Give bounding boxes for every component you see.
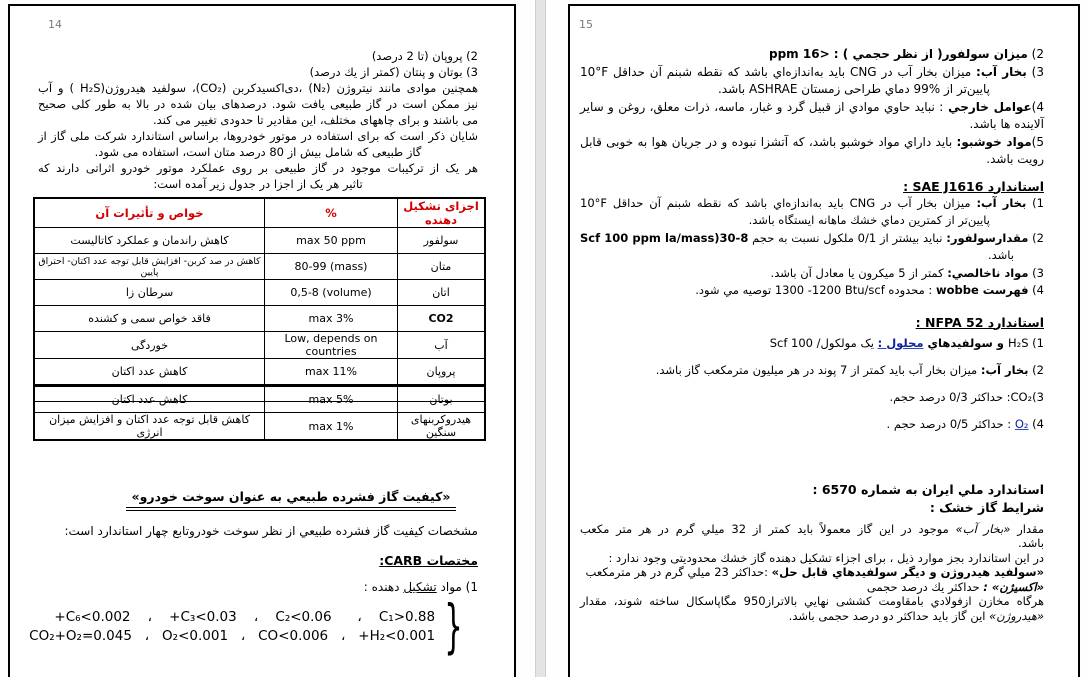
text-segment: بخار آب: <box>976 64 1027 79</box>
table-header-cell: خواص و تأثیرات آن <box>34 198 265 228</box>
iran-standard-heading: استاندارد ملي ایران به شماره 6570 : <box>812 481 1044 497</box>
table-row <box>34 254 485 280</box>
text-segment: Scf 100 <box>769 335 813 350</box>
page-15 <box>568 4 1080 677</box>
intro-paragraph <box>38 48 478 192</box>
text-line <box>580 565 1044 580</box>
formula-line-1: +C₆<0.002 ، +C₃<0.03 ، C₂<0.06 ، C₁>0.88 <box>54 609 436 626</box>
text-segment: محلول : <box>877 335 924 350</box>
table-row <box>34 306 485 332</box>
table-cell: max 1% <box>265 413 398 441</box>
text-segment: نیز ممکن است در گاز طبیعی یافت شود. درصدهای بیان شده در بالا به طور کلی صحیح <box>38 97 478 111</box>
text-segment: مقدار <box>1010 521 1045 536</box>
text-segment: دهنده : <box>363 580 404 594</box>
text-line <box>580 64 1044 82</box>
table-cell: max 50 ppm <box>265 228 398 254</box>
text-segment: میزان بخار آب در CNG باید به‌اندازه‌اي باشد که نقطه شبنم آن حداقل <box>608 64 977 79</box>
table-row <box>34 332 485 359</box>
quality-text: مشخصات کیفیت گاز فشرده طبیعي از نظر سوخت خودروتابع چهار استاندارد است: <box>64 524 478 538</box>
text-segment: تشکیل <box>403 580 437 594</box>
table-cell: Low, depends on countries <box>265 332 398 359</box>
text-segment: رویت باشد. <box>986 152 1044 166</box>
carb-formula-block <box>29 592 472 660</box>
text-segment: 10°F <box>580 64 609 79</box>
text-segment: باید داراي مواد خوشبو باشد، که آتشزا نبوده و در جریان هوا به خوبی قابل <box>580 134 957 149</box>
table-cell: متان <box>398 254 486 280</box>
text-line <box>580 134 1044 152</box>
text-line <box>580 580 1044 595</box>
table-header-cell: اجزای تشکیل دهنده <box>398 198 486 228</box>
text-segment: 2) <box>1028 230 1044 245</box>
text-segment: بخار آب: <box>980 362 1029 377</box>
text-segment: 4) <box>1028 416 1044 431</box>
text-line <box>38 128 478 144</box>
text-segment: : محدوده <box>884 283 936 297</box>
table-cell: سرطان زا <box>34 280 265 306</box>
text-segment: : حداکثر 0/5 درصد حجم . <box>886 416 1015 431</box>
text-segment: تاثیر هر یک از اجزا در جدول زیر آمده است: <box>153 177 363 191</box>
page-14-content <box>10 6 514 660</box>
formula-lines <box>29 609 435 644</box>
text-line <box>580 330 1044 357</box>
text-line <box>580 522 1044 537</box>
page-15-content <box>570 6 1078 624</box>
text-line <box>580 99 1044 117</box>
text-segment: فهرست wobbe <box>935 283 1029 297</box>
nfpa-heading-text: استاندارد NFPA 52 : <box>915 314 1044 330</box>
text-segment: میزان بخار آب باید کمتر از 7 پوند در هر میلیون مترمکعب گاز باشد. <box>655 362 981 377</box>
text-segment: گاز طبیعی که شامل بیش از 80 درصد متان است، استفاده می شود. <box>94 145 422 159</box>
text-segment: 2) <box>1027 47 1044 61</box>
text-segment: باشد. <box>1017 536 1044 551</box>
text-segment: هر یک از ترکیبات موجود در گاز طبیعی بر روی عملکرد موتور خودرو اثراتی دارند که <box>38 161 478 175</box>
text-line <box>38 160 478 176</box>
text-segment: میزان سولفور( از نظر حجمي ) : <box>829 47 1028 61</box>
text-line <box>580 212 1044 229</box>
table-cell: 80-99 (mass) <box>265 254 398 280</box>
text-line <box>38 64 478 80</box>
page-number: 15 <box>579 18 593 31</box>
table-cell: کاهش راندمان و عملکرد کاتالیست <box>34 228 265 254</box>
text-line <box>580 357 1044 384</box>
text-line <box>38 144 478 160</box>
text-segment: O₂ <box>1014 416 1029 431</box>
general-spec-items <box>580 46 1044 169</box>
text-segment: «بخار آب» <box>955 521 1011 536</box>
text-segment: کمتر از 5 میکرون یا معادل آن باشد. <box>770 265 948 280</box>
text-segment: آلاینده ها باشد. <box>969 117 1044 131</box>
table-cell: max 3% <box>265 306 398 332</box>
text-segment: «سولفید هیدروژن و دیگر سولفیدهاي قابل حل» <box>771 565 1044 580</box>
table-row <box>34 413 485 441</box>
table-cell: کاهش قابل توجه عدد اکتان و افزایش میزان انرژی <box>34 413 265 441</box>
text-segment: هرگاه مخازن ازفولادي بامقاومت کششی نهایي بالاتراز950 مگاپاسکال ساخته شوند، مقدار <box>580 594 1045 609</box>
text-segment: <16 ppm <box>768 47 830 61</box>
text-line <box>580 81 1044 99</box>
table-cell: 0,5-8 (volume) <box>265 280 398 306</box>
text-segment: نباید بیشتر از 0/1 ملکول نسبت به حجم <box>748 230 947 245</box>
text-segment: 4) <box>1031 99 1044 114</box>
table-row <box>34 359 485 386</box>
text-segment: 10°F <box>580 195 607 210</box>
carb-item <box>38 580 478 594</box>
table-row <box>34 386 485 413</box>
carb-heading <box>38 553 478 568</box>
gas-components-table <box>33 197 486 441</box>
table-cell: خوردگی <box>34 332 265 359</box>
text-segment: 2) پروپان (تا 2 درصد) <box>371 49 478 63</box>
table-header-row <box>34 198 485 228</box>
text-line <box>580 384 1044 411</box>
text-segment: شایان ذکر است که برای استفاده در موتور خودروها، براساس استاندارد شرکت ملی گاز از <box>38 129 478 143</box>
text-segment: میزان بخار آب در CNG باید به‌اندازه‌اي باشد که نقطه شبنم آن حداقل <box>607 195 977 210</box>
iran-standard-subheading: شرایط گاز خشک : <box>929 499 1044 515</box>
text-line <box>580 282 1044 299</box>
text-segment: Btu/scf <box>844 283 885 297</box>
text-segment: همچنین موادی مانند نیتروژن (N₂) ،دی‌اکسیدکربن (CO₂)، سولفید هیدروژن(H₂S ) و آب <box>38 81 479 95</box>
text-segment: مواد ناخالصي: <box>947 265 1029 280</box>
text-segment: :حداکثر 23 میلي گرم در هر مترمکعب <box>585 565 772 580</box>
text-segment: «اکسیژن» : <box>983 579 1044 594</box>
table-cell: فاقد خواص سمی و کشنده <box>34 306 265 332</box>
text-line <box>580 536 1044 551</box>
text-segment: مقدارسولفور: <box>946 230 1029 245</box>
text-segment: می باشند و برای چاههای مختلف، این مقادیر تا حدودی تغییر می کند. <box>153 113 478 127</box>
text-line <box>580 609 1044 624</box>
text-line <box>38 176 478 192</box>
text-line <box>580 195 1044 212</box>
table-cell: کاهش عدد اکتان <box>34 359 265 386</box>
text-segment: 5) <box>1031 134 1044 149</box>
quality-heading-text: «کیفیت گاز فشرده طبیعي به عنوان سوخت خودرو» <box>131 489 451 504</box>
text-line <box>38 80 478 96</box>
text-line <box>38 580 478 594</box>
text-segment: Scf 100 ppm la/mass)30-8 <box>580 230 749 245</box>
table-cell: آب <box>398 332 486 359</box>
text-segment: 1) <box>1026 195 1044 210</box>
table-cell: اتان <box>398 280 486 306</box>
text-segment: پایین‌تر از %99 دماي طراحی زمستان ASHRAE باشد. <box>717 82 990 96</box>
text-segment: H₂S <box>1007 335 1029 350</box>
text-segment: مواد خوشبو: <box>956 134 1032 149</box>
text-segment: 1) مواد <box>436 580 478 594</box>
text-line <box>580 594 1044 609</box>
text-segment: 1200- 1300 توصیه مي شود. <box>695 283 845 297</box>
text-segment: 3) <box>1032 389 1044 404</box>
quality-heading <box>126 489 456 511</box>
vertical-scrollbar[interactable] <box>535 0 546 677</box>
text-segment: 4) <box>1028 283 1044 297</box>
table-cell: max 11% <box>265 359 398 386</box>
curly-brace-glyph: } <box>444 592 463 660</box>
table-cell: سولفور <box>398 228 486 254</box>
text-segment: حداکثر یك درصد حجمی <box>866 579 984 594</box>
text-segment: این گاز باید حداکثر دو درصد حجمی باشد. <box>788 609 990 624</box>
nfpa-items <box>580 330 1044 438</box>
nfpa-heading <box>580 315 1044 330</box>
text-line <box>580 151 1044 169</box>
text-segment: پایین‌تر از کمترین دماي خشك ماهانه ایستگاه باشد. <box>748 213 990 227</box>
carb-heading-text: مختصات CARB: <box>379 553 478 568</box>
text-segment: بخار آب: <box>976 195 1027 210</box>
sae-items <box>580 195 1044 299</box>
text-segment: 2) <box>1028 362 1044 377</box>
table-cell: CO2 <box>398 306 486 332</box>
text-segment: : نباید حاوي موادي از قبیل گرد و غبار، ماسه، ذرات معلق، روغن و سایر <box>580 99 944 114</box>
text-line <box>580 46 1044 64</box>
text-line <box>580 265 1044 282</box>
table-cell: بوتان <box>398 386 486 413</box>
text-segment: CO₂ <box>1010 389 1033 404</box>
text-segment: 3) <box>1028 265 1044 280</box>
page-number: 14 <box>48 18 62 31</box>
text-segment: یک مولکول/ <box>813 335 878 350</box>
text-segment: «هیدروژن» <box>989 609 1044 624</box>
table-cell: پروپان <box>398 359 486 386</box>
text-line <box>580 551 1044 566</box>
table-cell: کاهش عدد اکتان <box>34 386 265 413</box>
text-segment: : حداکثر 0/3 درصد حجم. <box>889 389 1011 404</box>
text-line <box>580 116 1044 134</box>
text-segment: عوامل خارجي <box>943 99 1032 114</box>
formula-line-2: CO₂+O₂=0.045 ، O₂<0.001 ، CO<0.006 ، +H₂<0.001 <box>29 628 436 645</box>
table-cell: max 5% <box>265 386 398 413</box>
text-line <box>38 96 478 112</box>
text-line <box>38 112 478 128</box>
sae-heading-text: استاندارد SAE J1616 : <box>903 178 1044 194</box>
text-segment: موجود در این گاز معمولاً باید کمتر از 32 میلي گرم در هر متر مکعب <box>580 521 956 536</box>
table-header-cell: % <box>265 198 398 228</box>
iran-standard-lines <box>580 522 1044 624</box>
table-cell: کاهش در صد کربن- افزایش قابل توجه عدد اکتان- احتراق پایین <box>34 254 265 280</box>
text-segment: 3) <box>1026 64 1044 79</box>
text-segment: باشد. <box>987 248 1014 262</box>
text-segment: 3) بوتان و پنتان (کمتر از یك درصد) <box>309 65 478 79</box>
text-segment: در این استاندارد بجز موارد ذیل ، برای اجزاء تشکیل دهنده گاز خشك محدودیتی وجود ندارد : <box>608 550 1044 565</box>
text-line <box>38 48 478 64</box>
text-segment: 1) <box>1028 335 1044 350</box>
text-line <box>580 247 1044 264</box>
text-segment: و سولفیدهاي <box>923 335 1008 350</box>
text-line <box>580 230 1044 247</box>
sae-heading <box>580 179 1044 194</box>
table-row <box>34 228 485 254</box>
table-cell: هیدروکربنهای سنگین <box>398 413 486 441</box>
table-row <box>34 280 485 306</box>
text-line <box>580 411 1044 438</box>
page-14 <box>8 4 516 677</box>
